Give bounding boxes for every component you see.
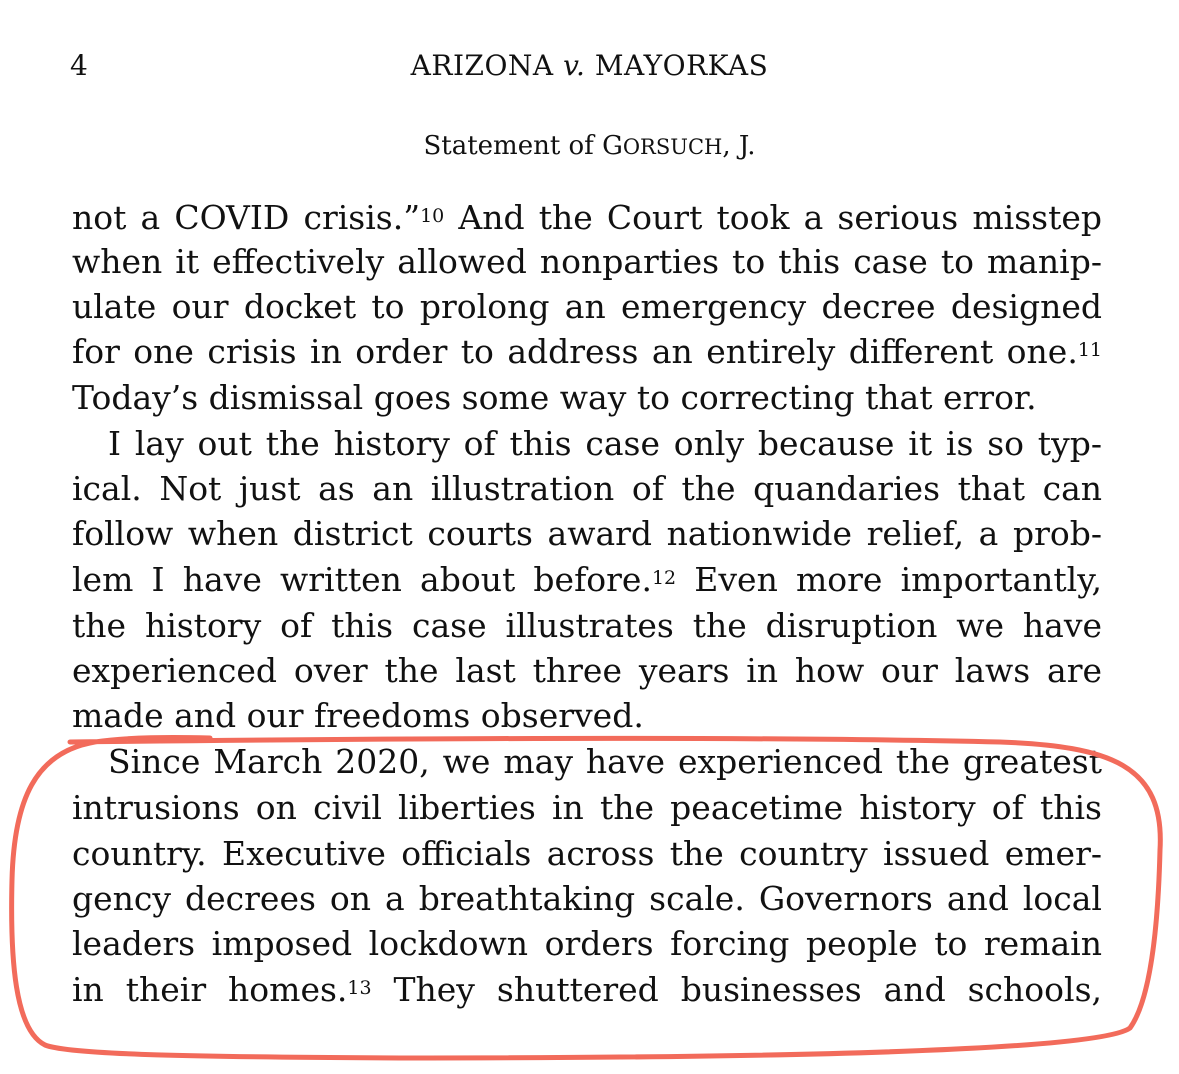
text-line: country. Executive officials across the country issued emer- — [72, 834, 1102, 873]
text-line: when it effectively allowed nonparties to this case to manip- — [72, 242, 1102, 281]
text-line: intrusions on civil liberties in the peacetime history of this — [72, 788, 1102, 827]
text-line: leaders imposed lockdown orders forcing people to remain — [72, 924, 1102, 963]
text-line: gency decrees on a breathtaking scale. Governors and local — [72, 879, 1102, 918]
footnote-ref[interactable]: 13 — [347, 977, 372, 999]
text-line: Today’s dismissal goes some way to correcting that error. — [72, 378, 1037, 417]
footnote-ref[interactable]: 10 — [420, 205, 445, 227]
text-line: I lay out the history of this case only because it is so typ- — [108, 424, 1102, 463]
text-line: ical. Not just as an illustration of the quandaries that can — [72, 469, 1102, 508]
statement-heading: Statement of GORSUCH, J. — [423, 131, 756, 161]
text-line: in their homes.$^{13}$ They shuttered businesses and schools, — [72, 970, 1102, 1009]
text-line: follow when district courts award nationwide relief, a prob- — [72, 514, 1102, 553]
text-line: for one crisis in order to address an entirely different one.$^{11}$ — [72, 332, 1102, 371]
text-line: the history of this case illustrates the disruption we have — [72, 606, 1102, 645]
text-line: experienced over the last three years in how our laws are — [72, 651, 1102, 690]
text-line: Since March 2020, we may have experienced the greatest — [108, 742, 1102, 781]
text-line: not a COVID crisis.”$^{10}$ And the Court took a serious misstep — [72, 198, 1102, 237]
case-title: ARIZONA v. MAYORKAS — [410, 49, 769, 82]
text-line: ulate our docket to prolong an emergency decree designed — [72, 287, 1102, 326]
page-number: 4 — [70, 49, 88, 82]
text-line: made and our freedoms observed. — [72, 696, 644, 735]
text-line: lem I have written about before.$^{12}$ Even more importantly, — [72, 560, 1102, 599]
footnote-ref[interactable]: 12 — [651, 567, 677, 589]
footnote-ref[interactable]: 11 — [1077, 339, 1102, 361]
